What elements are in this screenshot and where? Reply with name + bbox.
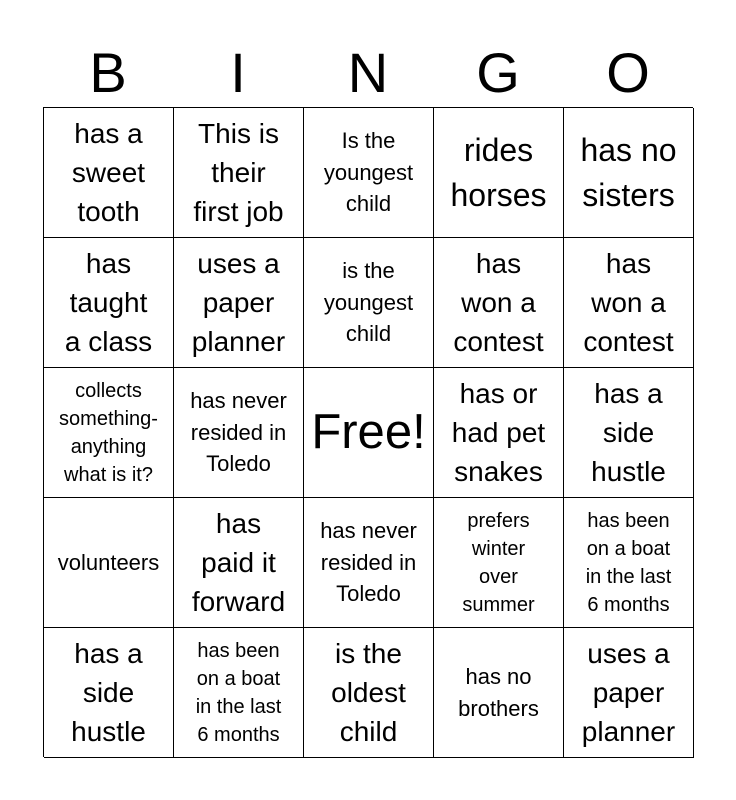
header-letter-o: O	[606, 41, 650, 104]
bingo-cell[interactable]	[564, 628, 694, 758]
bingo-cell[interactable]	[304, 108, 434, 238]
header-letter-b: B	[89, 41, 127, 104]
bingo-cell[interactable]	[434, 628, 564, 758]
bingo-cell[interactable]	[434, 498, 564, 628]
cell-text: has a sweet tooth	[71, 117, 146, 228]
bingo-cell[interactable]	[44, 368, 174, 498]
bingo-cell[interactable]	[174, 238, 304, 368]
cell-text: has won a contest	[583, 247, 674, 358]
bingo-header	[43, 38, 693, 108]
bingo-board	[43, 107, 693, 757]
cell-text: has paid it forward	[191, 507, 286, 618]
cell-text: has no brothers	[458, 663, 539, 721]
cell-text: has been on a boat in the last 6 months	[585, 509, 672, 616]
bingo-cell[interactable]	[174, 498, 304, 628]
cell-text: volunteers	[57, 549, 160, 575]
cell-text: This is their first job	[193, 117, 284, 228]
cell-text: uses a paper planner	[581, 637, 676, 748]
bingo-cell[interactable]	[564, 108, 694, 238]
free-space-label: Free!	[311, 404, 426, 459]
bingo-cell[interactable]	[564, 238, 694, 368]
header-letter-i: I	[230, 41, 246, 104]
cell-text: has won a contest	[453, 247, 544, 358]
cell-text: uses a paper planner	[191, 247, 286, 358]
bingo-cell[interactable]	[564, 498, 694, 628]
cell-text: collects something- anything what is it?	[59, 379, 158, 486]
cell-text: has or had pet snakes	[451, 377, 546, 488]
cell-text: has a side hustle	[591, 377, 666, 488]
cell-text: Is the youngest child	[323, 127, 414, 217]
bingo-cell[interactable]	[564, 368, 694, 498]
cell-text: has been on a boat in the last 6 months	[195, 639, 282, 746]
cell-text: has a side hustle	[71, 637, 146, 748]
cell-text: has never resided in Toledo	[190, 387, 287, 477]
bingo-cell[interactable]	[434, 368, 564, 498]
bingo-cell[interactable]	[174, 628, 304, 758]
cell-text: is the youngest child	[323, 257, 414, 347]
bingo-cell[interactable]	[174, 368, 304, 498]
bingo-cell[interactable]	[44, 628, 174, 758]
cell-text: rides horses	[450, 131, 547, 213]
bingo-cell[interactable]	[44, 108, 174, 238]
bingo-cell[interactable]	[44, 238, 174, 368]
bingo-cell[interactable]	[434, 108, 564, 238]
bingo-cell[interactable]	[44, 498, 174, 628]
header-letter-g: G	[476, 41, 520, 104]
bingo-cell[interactable]	[304, 498, 434, 628]
free-space-cell[interactable]	[304, 368, 434, 498]
cell-text: prefers winter over summer	[462, 509, 535, 616]
bingo-cell[interactable]	[304, 628, 434, 758]
cell-text: has no sisters	[580, 131, 677, 213]
cell-text: has taught a class	[64, 247, 153, 358]
cell-text: is the oldest child	[331, 637, 406, 748]
bingo-cell[interactable]	[174, 108, 304, 238]
header-letter-n: N	[347, 41, 389, 104]
cell-text: has never resided in Toledo	[320, 517, 417, 607]
bingo-cell[interactable]	[304, 238, 434, 368]
bingo-cell[interactable]	[434, 238, 564, 368]
